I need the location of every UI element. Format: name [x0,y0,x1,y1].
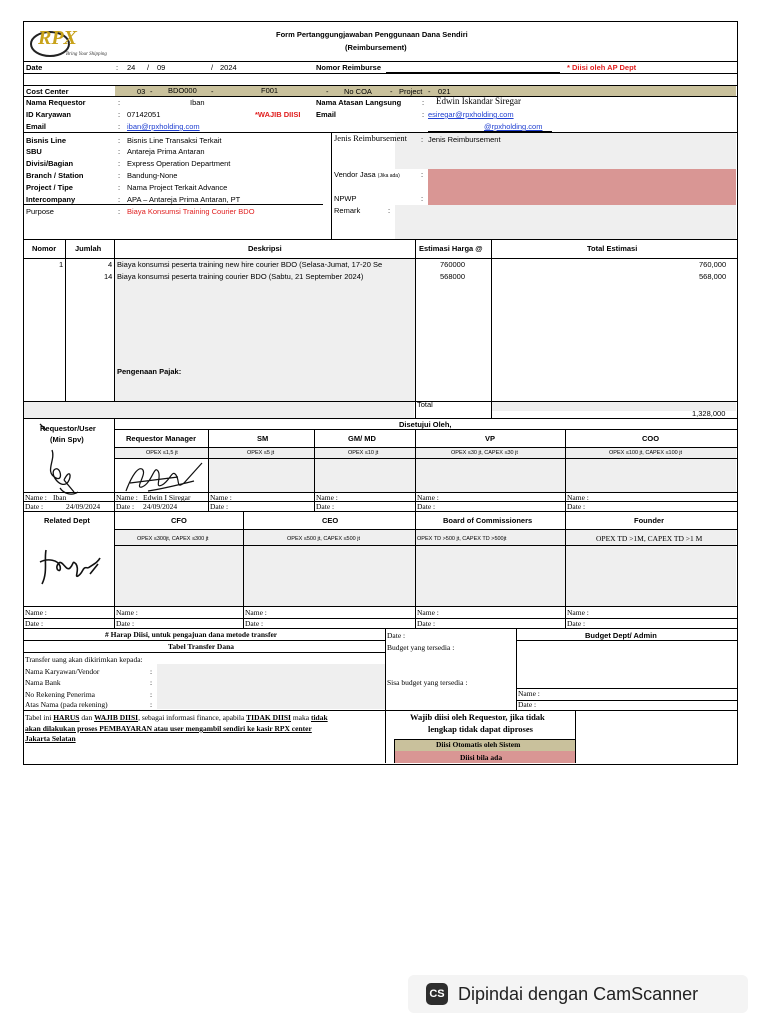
requestor-email[interactable]: iban@rpxholding.com [127,122,200,131]
date-label: Date : [116,619,135,628]
date-label: Date : [417,502,436,511]
id-karyawan-label: ID Karyawan [26,110,72,119]
logo-text: RPX [38,27,77,49]
name-label: Name : [210,493,232,502]
manager-sign-name: Edwin I Siregar [143,493,191,502]
divisi-label: Divisi/Bagian [26,159,74,168]
colon: : [421,135,424,144]
approver-role: Founder [634,516,664,525]
cost-center-part[interactable]: 03 [137,87,146,96]
nama-karyawan-label: Nama Karyawan/Vendor [25,667,100,676]
date-slash: / [211,63,214,72]
vendor-field[interactable] [428,169,736,205]
nama-requestor-label: Nama Requestor [26,98,86,107]
logo-tagline: Bring Your Shipping [66,52,107,57]
row-qty[interactable]: 4 [108,260,113,269]
ap-dept-note: * Diisi oleh AP Dept [567,63,637,72]
date-label: Date : [316,502,335,511]
date-year[interactable]: 2024 [220,63,237,72]
approver-role: VP [485,434,496,443]
manager-signature [118,455,208,497]
sbu-value[interactable]: Antareja Prima Antaran [127,147,205,156]
name-label: Name : [116,493,138,502]
atasan-email-2[interactable]: @rpxholding.com [484,122,543,131]
colon: : [422,98,425,107]
email-label: Email [26,122,47,131]
date-colon: : [116,63,119,72]
sbu-label: SBU [26,147,42,156]
name-label: Name : [567,493,589,502]
form-subtitle: (Reimbursement) [345,43,407,52]
divisi-value[interactable]: Express Operation Department [127,159,231,168]
colon: : [118,122,121,131]
colon: : [150,667,153,676]
diisi-bila-ada-label: Diisi bila ada [460,753,503,762]
jenis-reimbursement-label: Jenis Reimbursement [334,133,407,143]
cost-center-label: Cost Center [26,87,69,96]
transfer-intro: Transfer uang akan dikirimkan kepada: [25,655,143,664]
wajib-diisi-box-line1: Wajib diisi oleh Requestor, jika tidak [410,712,545,722]
approver-limit: OPEX TD >1M, CAPEX TD >1 M [596,534,703,543]
date-label: Date : [245,619,264,628]
row-price[interactable]: 568000 [440,272,466,281]
footer-note-line3: Jakarta Selatan [25,734,76,743]
cost-center-dash: - [390,87,393,96]
cost-center-part[interactable]: F001 [261,86,279,95]
atasan-email[interactable]: esiregar@rpxholding.com [428,110,514,119]
date-label: Date : [567,619,586,628]
date-label: Date : [25,619,44,628]
approver-limit: OPEX ≤300jt, CAPEX ≤300 jt [137,536,209,542]
pajak-label: Pengenaan Pajak: [117,367,182,376]
disetujui-label: Disetujui Oleh, [399,420,452,429]
items-header: Jumlah [75,244,102,253]
row-desc[interactable]: Biaya konsumsi peserta training new hire courier BDO (Selasa-Jumat, 17-20 Se [117,260,383,269]
requestor-signature [34,420,84,500]
date-month[interactable]: 09 [157,63,166,72]
colon: : [118,159,121,168]
row-qty[interactable]: 14 [104,272,113,281]
purpose-value[interactable]: Biaya Konsumsi Training Courier BDO [127,207,255,216]
cost-center-dash: - [326,87,329,96]
remark-label: Remark [334,206,361,215]
cost-center-part[interactable]: BDO000 [168,86,197,95]
approver-role: Board of Commissioners [443,516,533,525]
total-label: Total [417,400,433,409]
transfer-date-label: Date : [387,631,406,640]
date-label: Date : [567,502,586,511]
nomor-reimburse-label: Nomor Reimburse [316,63,382,72]
colon: : [421,170,424,179]
intercompany-value[interactable]: APA – Antareja Prima Antaran, PT [127,195,241,204]
approver-role: Requestor Manager [126,434,197,443]
requestor-sign-date: 24/09/2024 [66,502,101,511]
related-dept-signature [36,540,102,590]
row-total: 568,000 [699,272,727,281]
items-header: Deskripsi [248,244,282,253]
nama-bank-label: Nama Bank [25,678,61,687]
colon: : [118,171,121,180]
name-label: Name : [417,493,439,502]
bisnis-line-label: Bisnis Line [26,136,67,145]
transfer-fields-area[interactable] [157,664,385,709]
colon: : [150,700,153,709]
footer-note-line1: Tabel ini HARUS dan WAJIB DIISI, sebagai informasi finance, apabila TIDAK DIISI maka tidak [25,713,328,722]
coa-label: No COA [344,87,372,96]
requestor-min-spv: (Min Spv) [50,435,84,444]
npwp-label: NPWP [334,194,357,203]
requestor-user-label: Requestor/User [40,424,96,433]
approver-role: COO [642,434,660,443]
approver-limit: OPEX ≤10 jt [348,450,379,456]
wajib-diisi-box-line2: lengkap tidak dapat diproses [428,724,533,734]
date-label: Date : [210,502,229,511]
items-header: Total Estimasi [587,244,638,253]
date-label: Date : [417,619,436,628]
project-tipe-label: Project / Tipe [26,183,73,192]
date-label: Date : [116,502,135,511]
colon: : [118,195,121,204]
camscanner-icon: CS [426,983,448,1005]
jenis-reimbursement-value[interactable]: Jenis Reimbursement [428,135,501,144]
name-label: Name : [518,689,540,698]
wajib-note: *WAJIB DIISI [255,110,301,119]
colon: : [118,98,121,107]
date-label: Date : [25,502,44,511]
colon: : [118,136,121,145]
atasan-name[interactable]: Edwin Iskandar Siregar [436,96,521,106]
footer-note-line2: akan dilakukan proses PEMBAYARAN atau user mengambil sendiri ke kasir RPX center [25,724,312,733]
bisnis-line-value[interactable]: Bisnis Line Transaksi Terkait [127,136,222,145]
name-label: Name : [25,493,47,502]
items-header: Estimasi Harga @ [419,244,483,253]
harap-diisi-note: # Harap Diisi, untuk pengajuan dana metode transfer [105,630,278,639]
requestor-sign-name: Iban [53,493,67,502]
atas-nama-label: Atas Nama (pada rekening) [25,700,108,709]
related-dept-label: Related Dept [44,516,90,525]
purpose-label: Purpose [26,207,54,216]
colon: : [118,207,121,216]
requestor-name[interactable]: Iban [190,98,205,107]
budget-tersedia-label: Budget yang tersedia : [387,643,455,652]
project-label: Project [399,87,423,96]
date-label: Date [26,63,43,72]
approver-limit: OPEX ≤500 jt, CAPEX ≤500 jt [287,536,360,542]
name-label: Name : [245,608,267,617]
colon: : [388,206,391,215]
name-label: Name : [25,608,47,617]
vendor-note: (Jika ada) [377,173,400,179]
colon: : [118,183,121,192]
cost-center-dash: - [428,87,431,96]
approver-limit: OPEX ≤1,5 jt [146,450,178,456]
colon: : [421,194,424,203]
row-desc[interactable]: Biaya konsumsi peserta training courier BDO (Sabtu, 21 September 2024) [117,272,364,281]
budget-dept-label: Budget Dept/ Admin [585,631,657,640]
sisa-budget-label: Sisa budget yang tersedia : [387,678,468,687]
name-label: Name : [316,493,338,502]
id-karyawan[interactable]: 07142051 [127,110,161,119]
name-label: Name : [116,608,138,617]
name-label: Name : [417,608,439,617]
intercompany-label: Intercompany [26,195,76,204]
total-value: 1,328,000 [692,409,726,418]
row-no: 1 [59,260,64,269]
approver-limit: OPEX ≤100 jt, CAPEX ≤100 jt [609,450,682,456]
approver-role: GM/ MD [348,434,376,443]
manager-sign-date: 24/09/2024 [143,502,178,511]
name-label: Name : [567,608,589,617]
date-day[interactable]: 24 [127,63,136,72]
colon: : [150,678,153,687]
items-header: Nomor [32,244,57,253]
colon: : [150,690,153,699]
colon: : [422,110,425,119]
no-rekening-label: No Rekening Penerima [25,690,95,699]
approver-limit: OPEX TD >500 jt, CAPEX TD >500jt [417,536,507,542]
vendor-label: Vendor Jasa (Jika ada) [334,170,400,179]
tabel-transfer-title: Tabel Transfer Dana [168,642,234,651]
diisi-otomatis-label: Diisi Otomatis oleh Sistem [436,740,521,749]
project-tipe-value[interactable]: Nama Project Terkait Advance [127,183,228,192]
branch-value[interactable]: Bandung-None [127,171,178,180]
approver-role: SM [257,434,269,443]
camscanner-label: Dipindai dengan CamScanner [458,984,699,1004]
colon: : [118,110,121,119]
company-logo [28,24,107,60]
atasan-label: Nama Atasan Langsung [316,98,402,107]
colon: : [118,147,121,156]
project-number[interactable]: 021 [438,87,451,96]
approver-role: CFO [171,516,187,525]
row-price[interactable]: 760000 [440,260,466,269]
approver-role: CEO [322,516,339,525]
date-label: Date : [518,700,537,709]
approver-limit: OPEX ≤30 jt, CAPEX ≤30 jt [451,450,518,456]
cost-center-dash: - [150,87,153,96]
atasan-email-label: Email [316,110,337,119]
date-slash: / [147,63,150,72]
approver-limit: OPEX ≤5 jt [247,450,275,456]
form-title: Form Pertanggungjawaban Penggunaan Dana Sendiri [276,30,468,39]
branch-label: Branch / Station [26,171,84,180]
cost-center-dash: - [211,87,214,96]
row-total: 760,000 [699,260,727,269]
